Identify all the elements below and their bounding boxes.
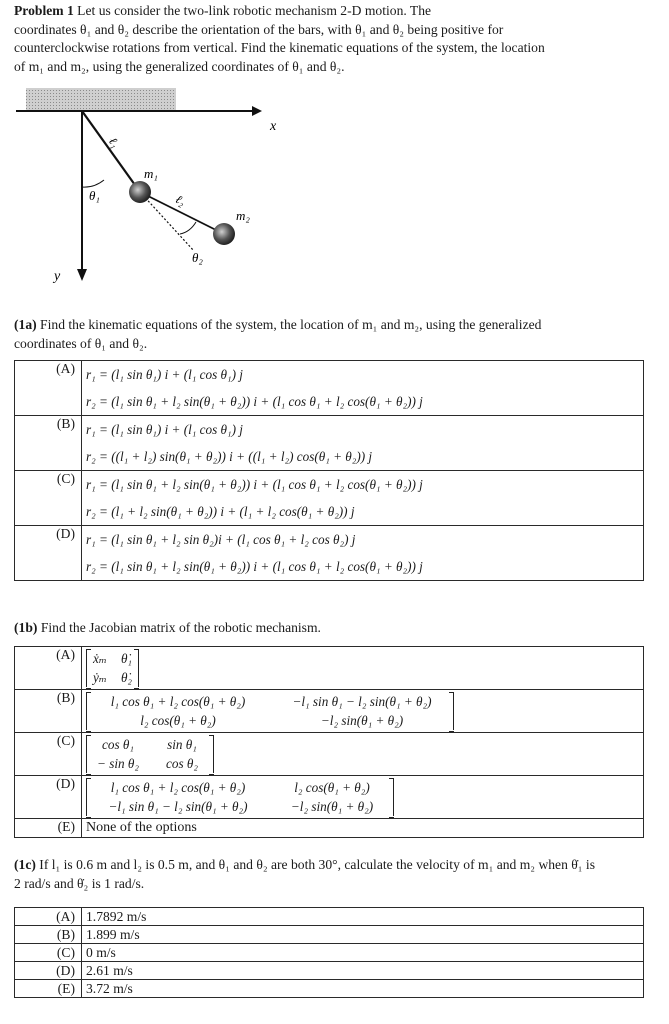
option-value: 3.72 m/s: [82, 980, 644, 998]
problem-text-line: Let us consider the two-link robotic mechanism 2-D motion. The: [73, 3, 432, 18]
q1b-options-table: [14, 646, 644, 838]
q1b-text: Find the Jacobian matrix of the robotic mechanism.: [37, 620, 321, 635]
option-label: (A): [15, 361, 82, 416]
problem-statement: [14, 2, 654, 76]
q1a-options-table: [14, 360, 644, 581]
q1a-text-line: coordinates of θ₁ and θ₂.: [14, 335, 148, 351]
matrix-cell: ẋₘ: [93, 651, 107, 666]
option-value: 1.7892 m/s: [82, 908, 644, 926]
y-axis-arrow: [77, 269, 87, 281]
matrix-cell: cos θ₁: [102, 737, 134, 752]
q1b-option[interactable]: [15, 690, 644, 733]
matrix-cell: −l₂ sin(θ₁ + θ₂): [290, 799, 374, 814]
m2-label: m₂: [236, 208, 250, 223]
option-label: (D): [15, 962, 82, 980]
link-1-extension: [140, 192, 194, 251]
q1c-option[interactable]: [15, 962, 644, 980]
option-label: (B): [15, 416, 82, 471]
mass-2: [213, 223, 235, 245]
option-matrix: [86, 778, 394, 816]
option-equation: r₁ = (l₁ sin θ₁) i + (l₁ cos θ₁) j: [86, 422, 243, 437]
matrix-cell: l₂ cos(θ₁ + θ₂): [294, 780, 370, 795]
question-1a: [14, 316, 654, 353]
option-label: (B): [15, 690, 82, 733]
matrix-cell: sin θ₁: [167, 737, 197, 752]
option-label: (C): [15, 944, 82, 962]
x-axis-arrow: [252, 106, 262, 116]
problem-text-line: coordinates θ₁ and θ₂ describe the orientation of the bars, with θ₁ and θ₂ being positive for: [14, 21, 504, 37]
option-matrix: [86, 649, 139, 687]
q1b-option[interactable]: [15, 647, 644, 690]
theta2-label: θ₂: [192, 250, 203, 265]
option-label: (C): [15, 471, 82, 526]
option-equation: r₁ = (l₁ sin θ₁) i + (l₁ cos θ₁) j: [86, 367, 243, 382]
question-1c: [14, 856, 654, 893]
q1c-text-line: 2 rad/s and θ̇₂ is 1 rad/s.: [14, 875, 145, 891]
option-label: (A): [15, 647, 82, 690]
matrix-cell: cos θ₂: [166, 756, 198, 771]
robot-mechanism-figure: [14, 84, 314, 294]
matrix-cell: − sin θ₂: [97, 756, 139, 771]
matrix-cell: ẏₘ: [93, 670, 107, 685]
option-matrix: [86, 735, 214, 773]
link-1: [82, 111, 140, 192]
q1b-option[interactable]: [15, 776, 644, 819]
q1a-option[interactable]: [15, 416, 644, 471]
ceiling-support: [26, 88, 176, 110]
matrix-cell: l₂ cos(θ₁ + θ₂): [140, 713, 216, 728]
q1a-option[interactable]: [15, 526, 644, 581]
option-text: None of the options: [82, 819, 644, 838]
q1c-option[interactable]: [15, 926, 644, 944]
y-axis-label: y: [54, 269, 61, 284]
x-axis-label: x: [270, 119, 277, 134]
option-label: (A): [15, 908, 82, 926]
option-label: (E): [15, 819, 82, 838]
q1a-option[interactable]: [15, 361, 644, 416]
option-label: (E): [15, 980, 82, 998]
matrix-cell: −l₂ sin(θ₁ + θ₂): [320, 713, 404, 728]
matrix-cell: −l₁ sin θ₁ − l₂ sin(θ₁ + θ₂): [108, 799, 248, 814]
theta1-label: θ₁: [89, 188, 100, 203]
theta2-arc: [180, 222, 196, 234]
q1a-option[interactable]: [15, 471, 644, 526]
option-value: 0 m/s: [82, 944, 644, 962]
option-equation: r₂ = ((l₁ + l₂) sin(θ₁ + θ₂)) i + ((l₁ + l₂) cos(θ₁ + θ₂)) j: [86, 449, 373, 464]
q1c-options-table: [14, 907, 644, 998]
option-matrix: [86, 692, 454, 730]
m1-label: m₁: [144, 166, 158, 181]
q1a-heading: (1a): [14, 317, 37, 332]
l1-label: ℓ₁: [105, 134, 123, 151]
option-equation: r₂ = (l₁ sin θ₁ + l₂ sin(θ₁ + θ₂)) i + (l₁ cos θ₁ + l₂ cos(θ₁ + θ₂)) j: [86, 559, 423, 574]
q1c-text-line: If l₁ is 0.6 m and l₂ is 0.5 m, and θ₁ and θ₂ are both 30°, calculate the velocity of m₁ and m₂ when θ̇₁ is: [35, 857, 595, 872]
problem-text-line: of m₁ and m₂, using the generalized coordinates of θ₁ and θ₂.: [14, 58, 345, 74]
q1c-option[interactable]: [15, 908, 644, 926]
option-label: (D): [15, 526, 82, 581]
problem-text-line: counterclockwise rotations from vertical. Find the kinematic equations of the system, the location: [14, 40, 545, 55]
option-equation: r₁ = (l₁ sin θ₁ + l₂ sin(θ₁ + θ₂)) i + (l₁ cos θ₁ + l₂ cos(θ₁ + θ₂)) j: [86, 477, 423, 492]
matrix-cell: −l₁ sin θ₁ − l₂ sin(θ₁ + θ₂): [292, 694, 432, 709]
option-equation: r₂ = (l₁ sin θ₁ + l₂ sin(θ₁ + θ₂)) i + (l₁ cos θ₁ + l₂ cos(θ₁ + θ₂)) j: [86, 394, 423, 409]
q1c-option[interactable]: [15, 980, 644, 998]
option-value: 1.899 m/s: [82, 926, 644, 944]
option-equation: r₁ = (l₁ sin θ₁ + l₂ sin θ₂)i + (l₁ cos θ₁ + l₂ cos θ₂) j: [86, 532, 356, 547]
option-value: 2.61 m/s: [82, 962, 644, 980]
option-label: (B): [15, 926, 82, 944]
matrix-cell: θ̇₂: [120, 670, 133, 685]
q1c-heading: (1c): [14, 857, 36, 872]
q1c-option[interactable]: [15, 944, 644, 962]
mass-1: [129, 181, 151, 203]
q1b-heading: (1b): [14, 620, 38, 635]
q1b-option[interactable]: [15, 733, 644, 776]
matrix-cell: l₁ cos θ₁ + l₂ cos(θ₁ + θ₂): [110, 694, 246, 709]
q1a-text-line: Find the kinematic equations of the system, the location of m₁ and m₂, using the generalized: [36, 317, 542, 332]
question-1b: [14, 619, 654, 638]
problem-heading: Problem 1: [14, 3, 74, 18]
option-label: (D): [15, 776, 82, 819]
option-equation: r₂ = (l₁ + l₂ sin(θ₁ + θ₂)) i + (l₁ + l₂ cos(θ₁ + θ₂)) j: [86, 504, 355, 519]
theta1-arc: [82, 180, 104, 187]
matrix-cell: θ̇₁: [120, 651, 133, 666]
matrix-cell: l₁ cos θ₁ + l₂ cos(θ₁ + θ₂): [110, 780, 246, 795]
q1b-option[interactable]: [15, 819, 644, 838]
option-label: (C): [15, 733, 82, 776]
l2-label: ℓ₂: [173, 191, 188, 209]
